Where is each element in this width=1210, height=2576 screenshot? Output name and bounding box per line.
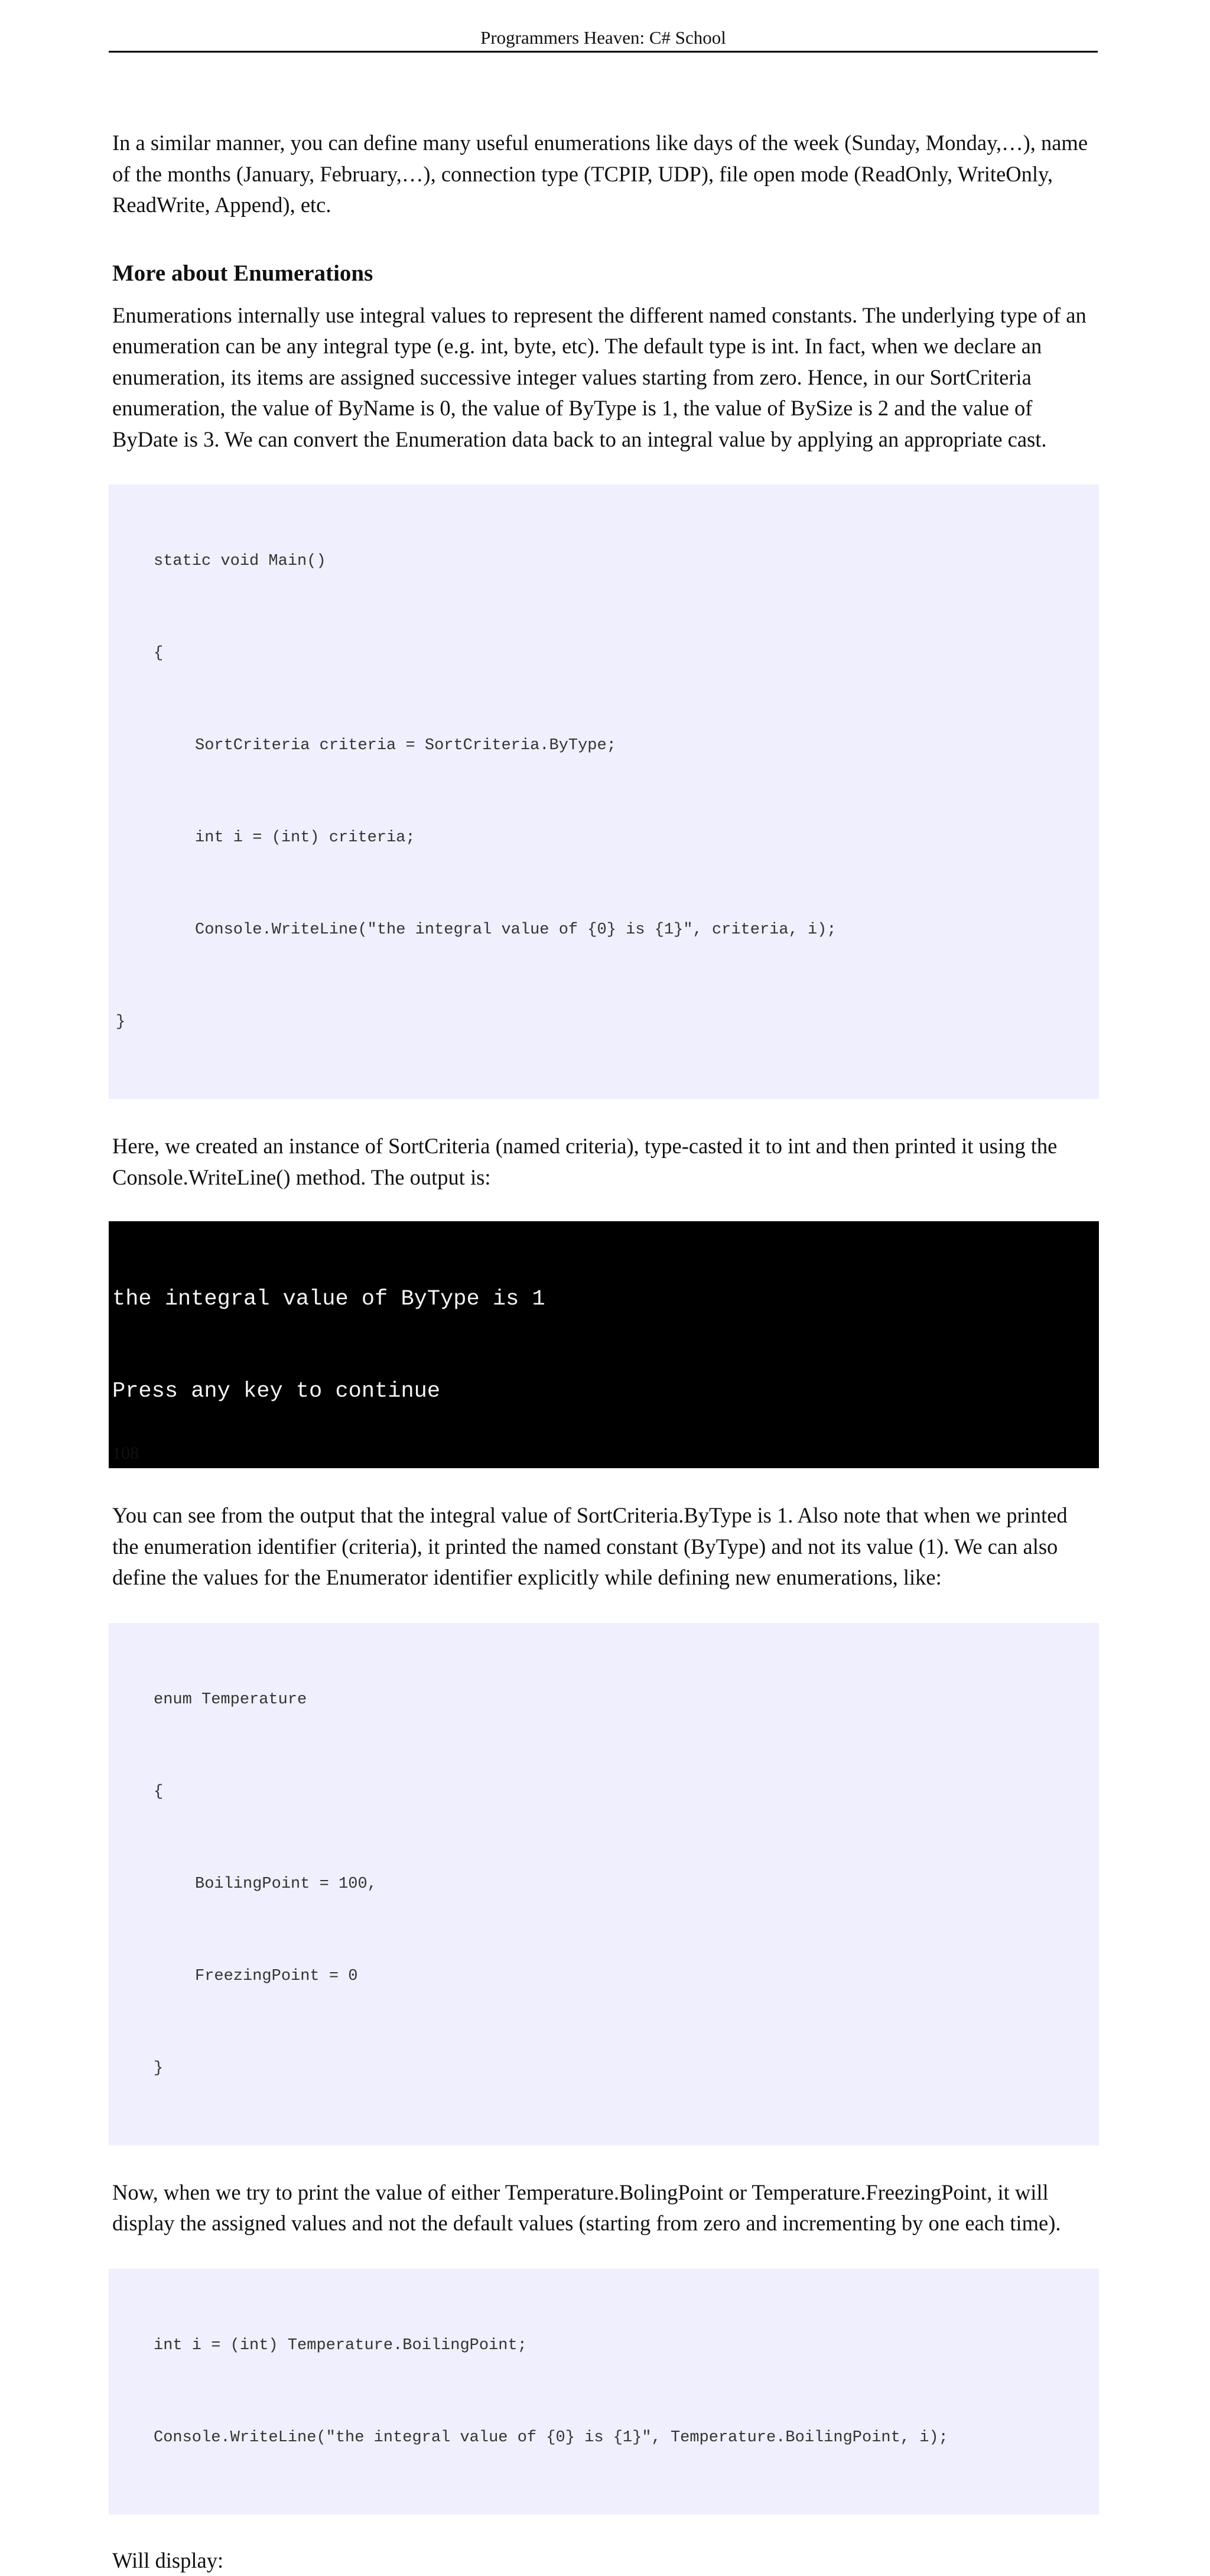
code-line: enum Temperature xyxy=(109,1684,1099,1715)
section-heading: More about Enumerations xyxy=(112,259,1099,288)
code-line: { xyxy=(109,638,1099,669)
page-header xyxy=(109,26,1098,53)
code-line: int i = (int) criteria; xyxy=(109,822,1099,853)
header-title: Programmers Heaven: C# School xyxy=(480,27,726,48)
code-line: FreezingPoint = 0 xyxy=(109,1961,1099,1992)
page-content xyxy=(112,128,1099,2576)
paragraph-enumeration-examples: In a similar manner, you can define many useful enumerations like days of the week (Sunday, Monday,…), name of the months (January, February,…), connection type (TCPIP, UDP), file open mode (ReadOnly, WriteOnly, ReadWrite, Append), etc. xyxy=(112,128,1099,221)
paragraph-will-display: Will display: xyxy=(112,2545,1099,2576)
code-line: static void Main() xyxy=(109,546,1099,577)
console-line: the integral value of ByType is 1 xyxy=(112,1284,1099,1315)
paragraph-instance-explanation: Here, we created an instance of SortCriteria (named criteria), type-casted it to int and then printed it using the Console.WriteLine() method. The output is: xyxy=(112,1131,1099,1193)
console-output xyxy=(109,1221,1099,1468)
page-number: 108 xyxy=(112,1442,139,1465)
code-line: int i = (int) Temperature.BoilingPoint; xyxy=(109,2330,1099,2361)
console-line: Press any key to continue xyxy=(112,1376,1099,1407)
code-line: Console.WriteLine("the integral value of {0} is {1}", Temperature.BoilingPoint, i); xyxy=(109,2422,1099,2453)
paragraph-assigned-values: Now, when we try to print the value of either Temperature.BolingPoint or Temperature.FreezingPoint, it will display the assigned values and not the default values (starting from zero and incrementing by one each time). xyxy=(112,2177,1099,2239)
code-block-print-temperature xyxy=(109,2269,1099,2515)
code-line: BoilingPoint = 100, xyxy=(109,1869,1099,1900)
code-block-main xyxy=(109,484,1099,1099)
code-line: } xyxy=(109,2053,1099,2084)
paragraph-enumeration-internals: Enumerations internally use integral values to represent the different named constants. The underlying type of an enumeration can be any integral type (e.g. int, byte, etc). The default type is int. In fact, when we declare an enumeration, its items are assigned successive integer values starting from zero. Hence, in our SortCriteria enumeration, the value of ByName is 0, the value of ByType is 1, the value of BySize is 2 and the value of ByDate is 3. We can convert the Enumeration data back to an integral value by applying an appropriate cast. xyxy=(112,300,1099,456)
code-line: SortCriteria criteria = SortCriteria.ByType; xyxy=(109,730,1099,761)
code-line: Console.WriteLine("the integral value of {0} is {1}", criteria, i); xyxy=(109,915,1099,945)
paragraph-output-explanation: You can see from the output that the integral value of SortCriteria.ByType is 1. Also note that when we printed the enumeration identifier (criteria), it printed the named constant (ByType) and not its value (1). We can also define the values for the Enumerator identifier explicitly while defining new enumerations, like: xyxy=(112,1500,1099,1593)
code-line: { xyxy=(109,1777,1099,1807)
code-line: } xyxy=(109,1007,1099,1037)
code-block-temperature-enum xyxy=(109,1623,1099,2145)
